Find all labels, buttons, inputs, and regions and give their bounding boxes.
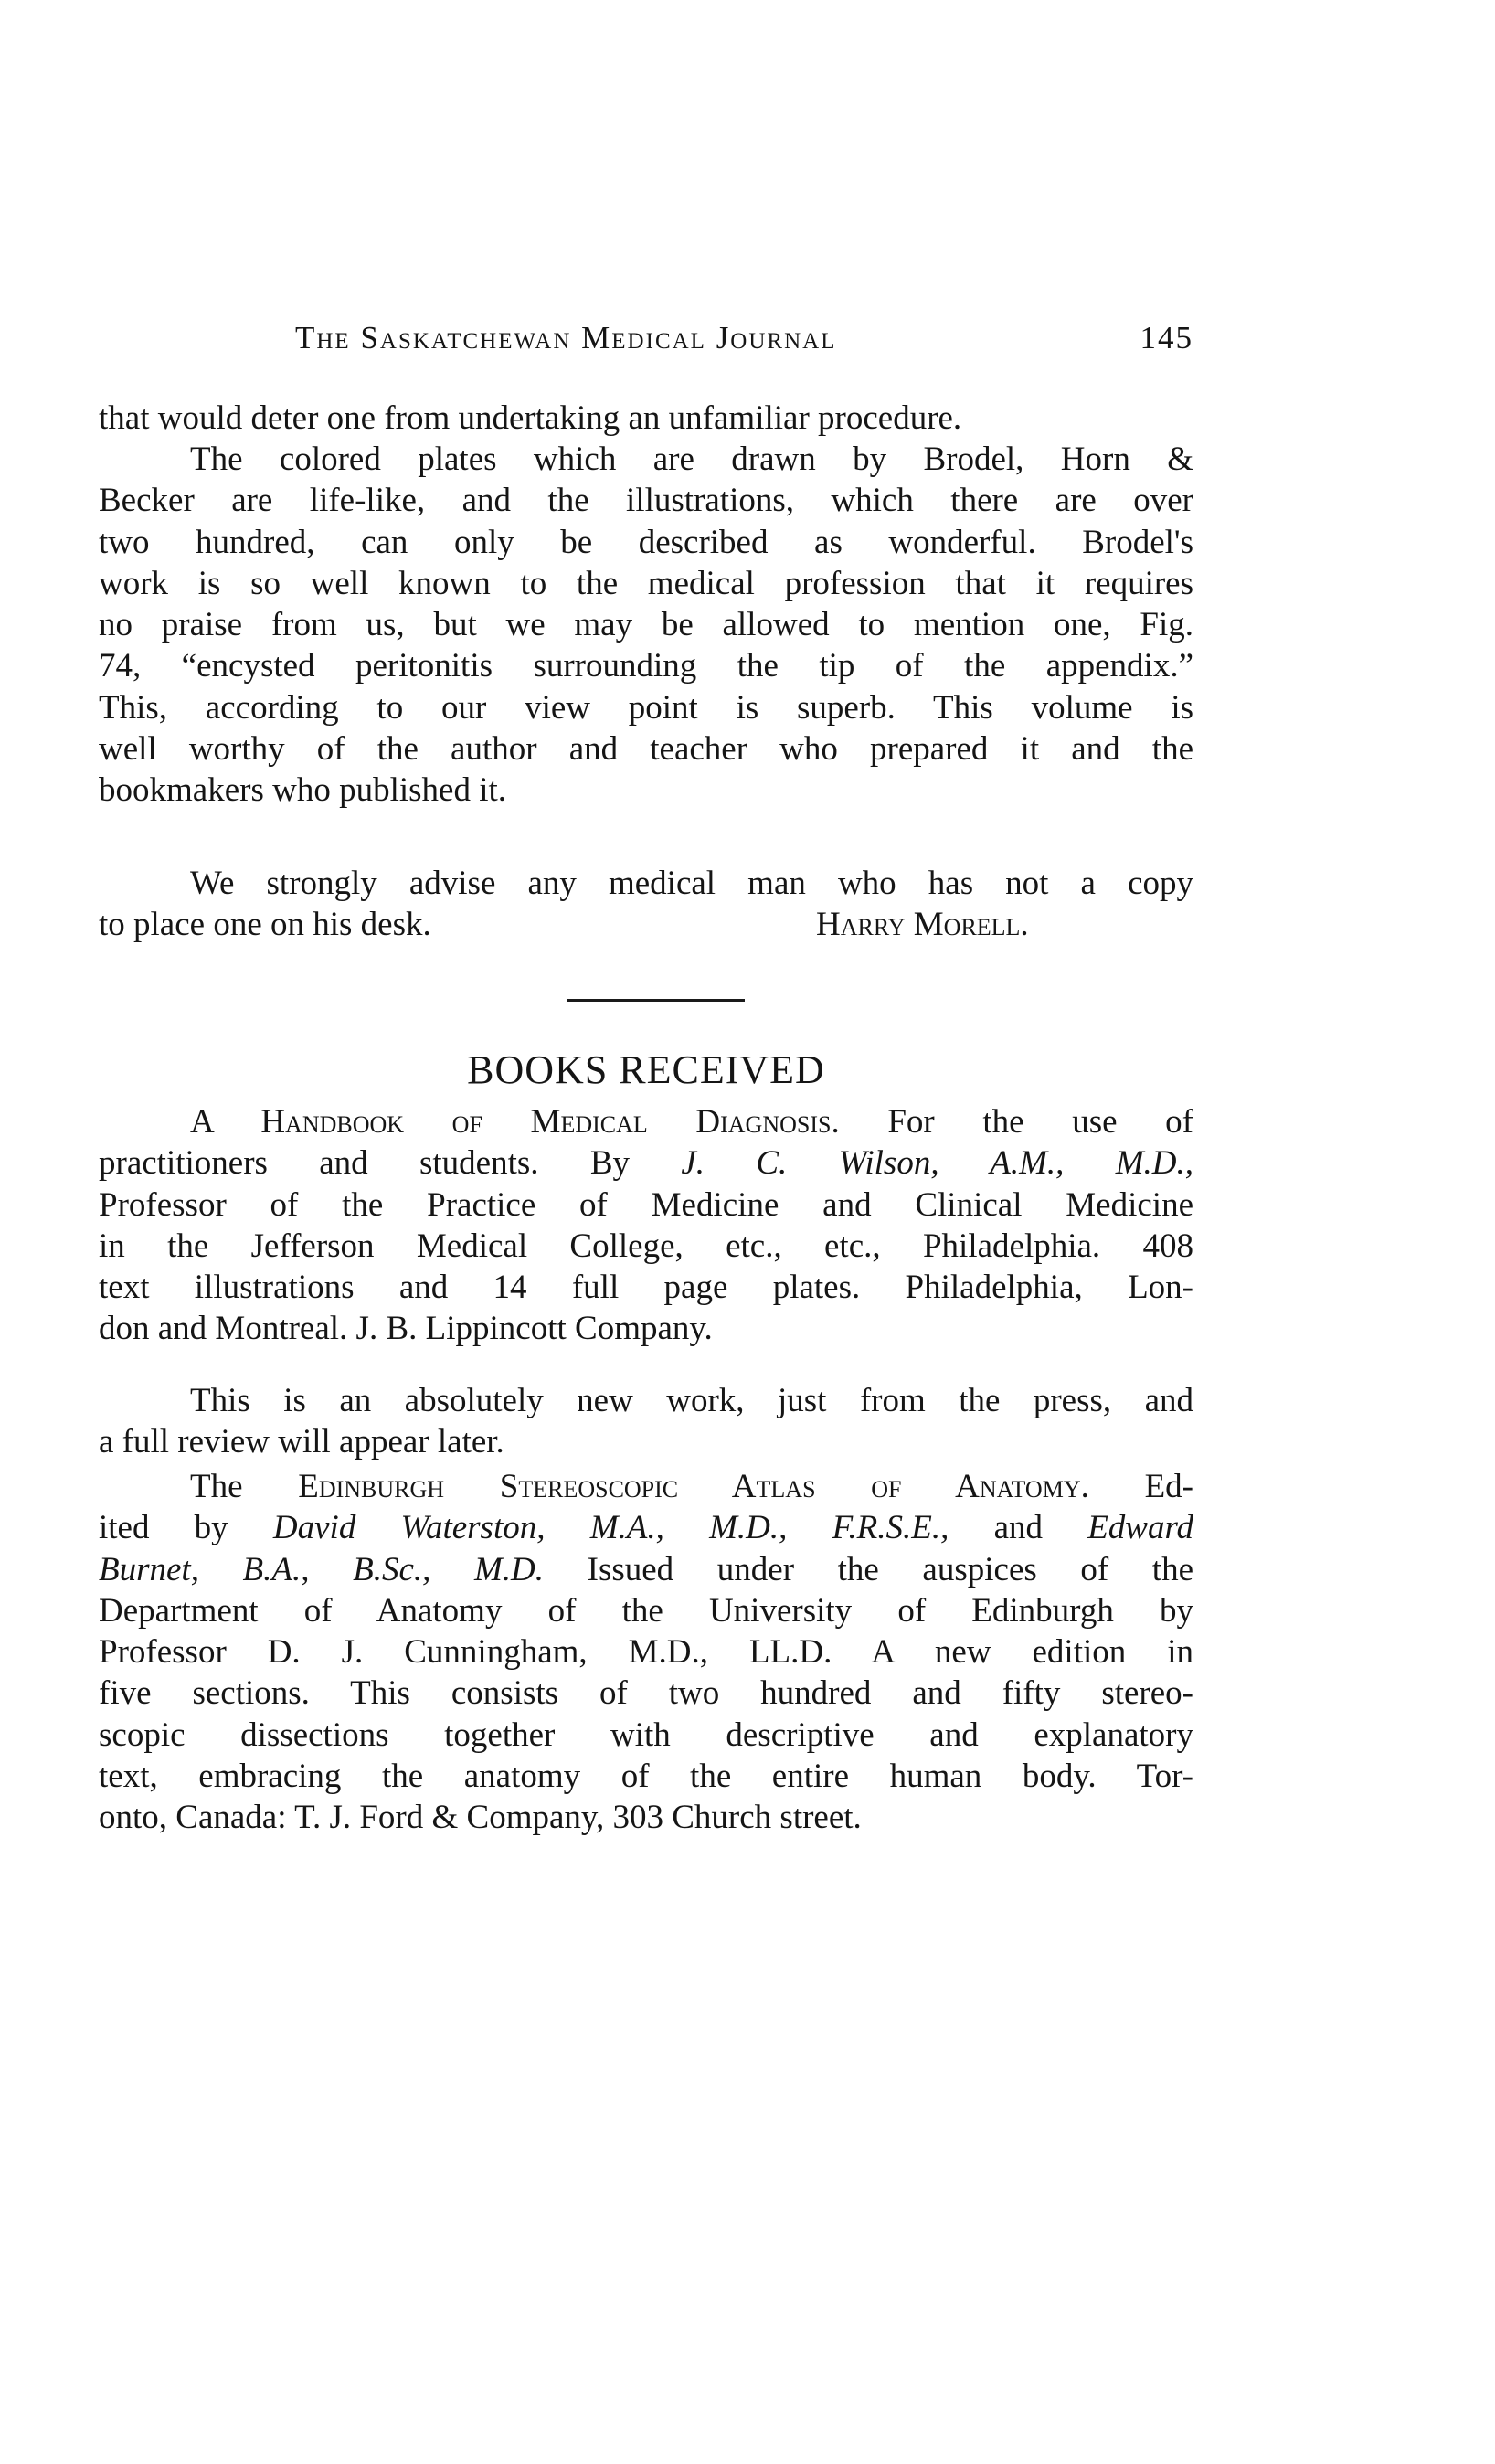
text-line (99, 1507, 1193, 1548)
text-line: text illustrations and 14 full page plates. Philadelphia, Lon- (99, 1269, 1193, 1307)
text-line: five sections. This consists of two hundred and fifty stereo- (99, 1674, 1193, 1713)
review-paragraph-2 (99, 439, 1193, 812)
text-line (99, 1549, 1193, 1590)
text-line: Department of Anatomy of the University of Edinburgh by (99, 1591, 1193, 1630)
line-prefix: The (190, 1468, 299, 1505)
book-title: Handbook of Medical Diagnosis (260, 1103, 832, 1141)
text-line: This is an absolutely new work, just from the press, and (190, 1382, 1193, 1419)
text-line: 74, “encysted peritonitis surrounding the tip of the appendix.” (99, 647, 1193, 685)
text-line (99, 1142, 1193, 1184)
text-line: no praise from us, but we may be allowed to mention one, Fig. (99, 606, 1193, 644)
text-line: to place one on his desk. (99, 906, 431, 944)
book-author: Burnet, B.A., B.Sc., M.D. (99, 1550, 545, 1588)
text-line: that would deter one from undertaking an unfamiliar procedure. (99, 399, 962, 437)
line-suffix: . For the use of (831, 1103, 1194, 1141)
text-line (99, 1101, 1193, 1142)
book-entry-handbook (99, 1101, 1193, 1350)
book-title: Edinburgh Stereoscopic Atlas of Anatomy (298, 1468, 1081, 1505)
text-line: in the Jefferson Medical College, etc., etc., Philadelphia. 408 (99, 1227, 1193, 1265)
text-line: well worthy of the author and teacher who prepared it and the (99, 730, 1193, 769)
text-line: onto, Canada: T. J. Ford & Company, 303 Church street. (99, 1799, 862, 1837)
line-suffix: Issued under the auspices of the (544, 1550, 1193, 1588)
text-line: work is so well known to the medical profession that it requires (99, 564, 1193, 602)
conjunction: and (949, 1509, 1088, 1547)
line-prefix: ited by (99, 1509, 273, 1547)
page-number: 145 (1140, 320, 1193, 356)
text-line: two hundred, can only be described as wonderful. Brodel's (99, 523, 1193, 561)
text-line: don and Montreal. J. B. Lippincott Company. (99, 1310, 713, 1348)
text-line: a full review will appear later. (99, 1423, 504, 1461)
line-prefix: practitioners and students. By (99, 1144, 682, 1183)
text-line: This, according to our view point is superb. This volume is (99, 688, 1193, 727)
line-prefix: A (190, 1103, 261, 1141)
book-author: J. C. Wilson, A.M., M.D., (681, 1144, 1194, 1183)
text-line: bookmakers who published it. (99, 771, 507, 810)
text-line: text, embracing the anatomy of the entire human body. Tor- (99, 1758, 1193, 1796)
text-line: scopic dissections together with descriptive and explanatory (99, 1715, 1193, 1754)
book-author: David Waterston, M.A., M.D., F.R.S.E., (272, 1509, 949, 1547)
running-head-title: The Saskatchewan Medical Journal (295, 320, 837, 356)
review-paragraph-1 (99, 398, 1193, 439)
text-line: The colored plates which are drawn by Brodel, Horn & (190, 441, 1193, 478)
text-line: Professor of the Practice of Medicine and Clinical Medicine (99, 1185, 1193, 1224)
section-title: BOOKS RECEIVED (467, 1047, 825, 1092)
line-suffix: . Ed- (1080, 1468, 1193, 1505)
section-divider (567, 999, 745, 1002)
text-line: Professor D. J. Cunningham, M.D., LL.D. A new edition in (99, 1633, 1193, 1672)
text-line (99, 1466, 1193, 1507)
reviewer-signature: Harry Morell. (816, 906, 1029, 943)
book-author: Edward (1087, 1509, 1194, 1547)
book-note (99, 1380, 1193, 1463)
book-entry-atlas (99, 1466, 1193, 1839)
review-paragraph-3 (99, 863, 1193, 946)
running-head (99, 320, 1193, 367)
text-line: We strongly advise any medical man who has not a copy (190, 865, 1193, 902)
text-line: Becker are life-like, and the illustrations, which there are over (99, 482, 1193, 520)
